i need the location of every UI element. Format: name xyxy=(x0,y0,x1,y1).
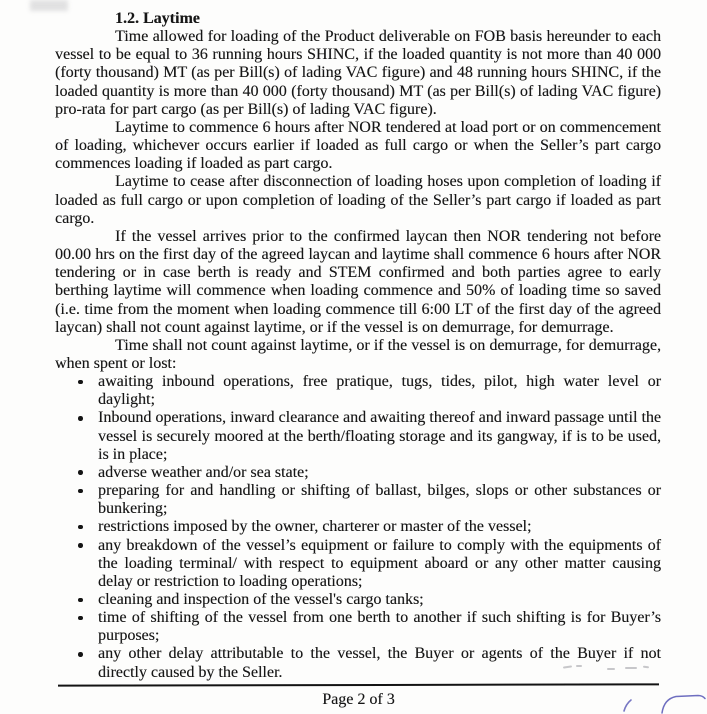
list-item xyxy=(55,409,661,463)
bullet-text: any other delay attributable to the vessel, the Buyer or agents of the Buyer if not directly caused by the Seller. xyxy=(98,645,661,681)
bullet-text: cleaning and inspection of the vessel's cargo tanks; xyxy=(98,591,424,608)
exclusions-list xyxy=(55,373,661,682)
bullet-text: Inbound operations, inward clearance and awaiting thereof and inward passage until the vessel is securely moored at the berth/floating storage and its gangway, if is to be used, is in place; xyxy=(98,409,661,463)
bullet-text: restrictions imposed by the owner, charterer or master of the vessel; xyxy=(98,518,532,536)
bullet-icon xyxy=(78,525,83,530)
list-item xyxy=(55,609,661,645)
bullet-icon xyxy=(78,616,83,621)
page-number-label: Page 2 of 3 xyxy=(322,691,395,708)
bullet-text: preparing for and handling or shifting of ballast, bilges, slops or other substances or bunkering; xyxy=(98,482,661,518)
bullet-icon xyxy=(78,652,83,657)
bullet-text: adverse weather and/or sea state; xyxy=(98,463,309,481)
bullet-icon xyxy=(78,416,83,421)
scan-artifact-marks xyxy=(563,664,667,674)
list-item xyxy=(55,518,661,536)
bullet-icon xyxy=(78,543,83,548)
paragraph-laytime-cease: Laytime to cease after disconnection of loading hoses upon completion of loading if loaded as full cargo or upon completion of loading of the Seller’s part cargo if loaded as part cargo. xyxy=(55,173,661,227)
pen-tick-stroke xyxy=(624,700,631,711)
bullet-icon xyxy=(78,598,83,603)
list-item xyxy=(55,591,661,609)
paragraph-exclusions-intro: Time shall not count against laytime, or if the vessel is on demurrage, for demurrage, when spent or lost: xyxy=(55,336,661,372)
contract-text-block xyxy=(55,10,661,682)
section-heading: 1.2. Laytime xyxy=(115,10,200,27)
list-item xyxy=(55,537,661,591)
paragraph-laytime-commence: Laytime to commence 6 hours after NOR tendered at load port or on commencement of loading, whichever occurs earlier if loaded as full cargo or when the Seller’s part cargo commences loading if loaded as part cargo. xyxy=(55,118,661,173)
bullet-icon xyxy=(78,380,83,385)
pen-arc-stroke xyxy=(662,696,705,714)
bullet-icon xyxy=(78,470,83,475)
list-item xyxy=(55,464,661,482)
bullet-text: time of shifting of the vessel from one berth to another if such shifting is for Buyer’s purposes; xyxy=(98,609,661,645)
paragraph-early-arrival: If the vessel arrives prior to the confirmed laycan then NOR tendering not before 00.00 hrs on the first day of the agreed laycan and laytime shall commence 6 hours after NOR tendering or in case berth is ready and STEM confirmed and both parties agree to early berthing laytime will commence when loading commence and 50% of loading time so saved (i.e. time from the moment when loading commence till 6:00 LT of the first day of the agreed laycan) shall not count against laytime, or if the vessel is on demurrage, for demurrage. xyxy=(55,227,661,336)
list-item xyxy=(55,373,661,409)
list-item xyxy=(55,482,661,518)
bullet-text: awaiting inbound operations, free pratique, tugs, tides, pilot, high water level or daylight; xyxy=(98,373,661,409)
footer-divider-line xyxy=(58,683,659,687)
bullet-text: any breakdown of the vessel’s equipment or failure to comply with the equipments of the loading terminal/ with respect to equipment aboard or any other matter causing delay or restriction to loading operations; xyxy=(98,536,661,590)
bullet-icon xyxy=(78,489,83,494)
paragraph-laytime-allowance: Time allowed for loading of the Product deliverable on FOB basis hereunder to each vessel to be equal to 36 running hours SHINC, if the loaded quantity is not more than 40 000 (forty thousand) MT (as per Bill(s) of lading VAC figure) and 48 running hours SHINC, if the loaded quantity is more than 40 000 (forty thousand) MT (as per Bill(s) of lading VAC figure) pro-rata for part cargo (as per Bill(s) of lading VAC figure). xyxy=(55,28,661,118)
blue-pen-mark xyxy=(612,686,707,714)
